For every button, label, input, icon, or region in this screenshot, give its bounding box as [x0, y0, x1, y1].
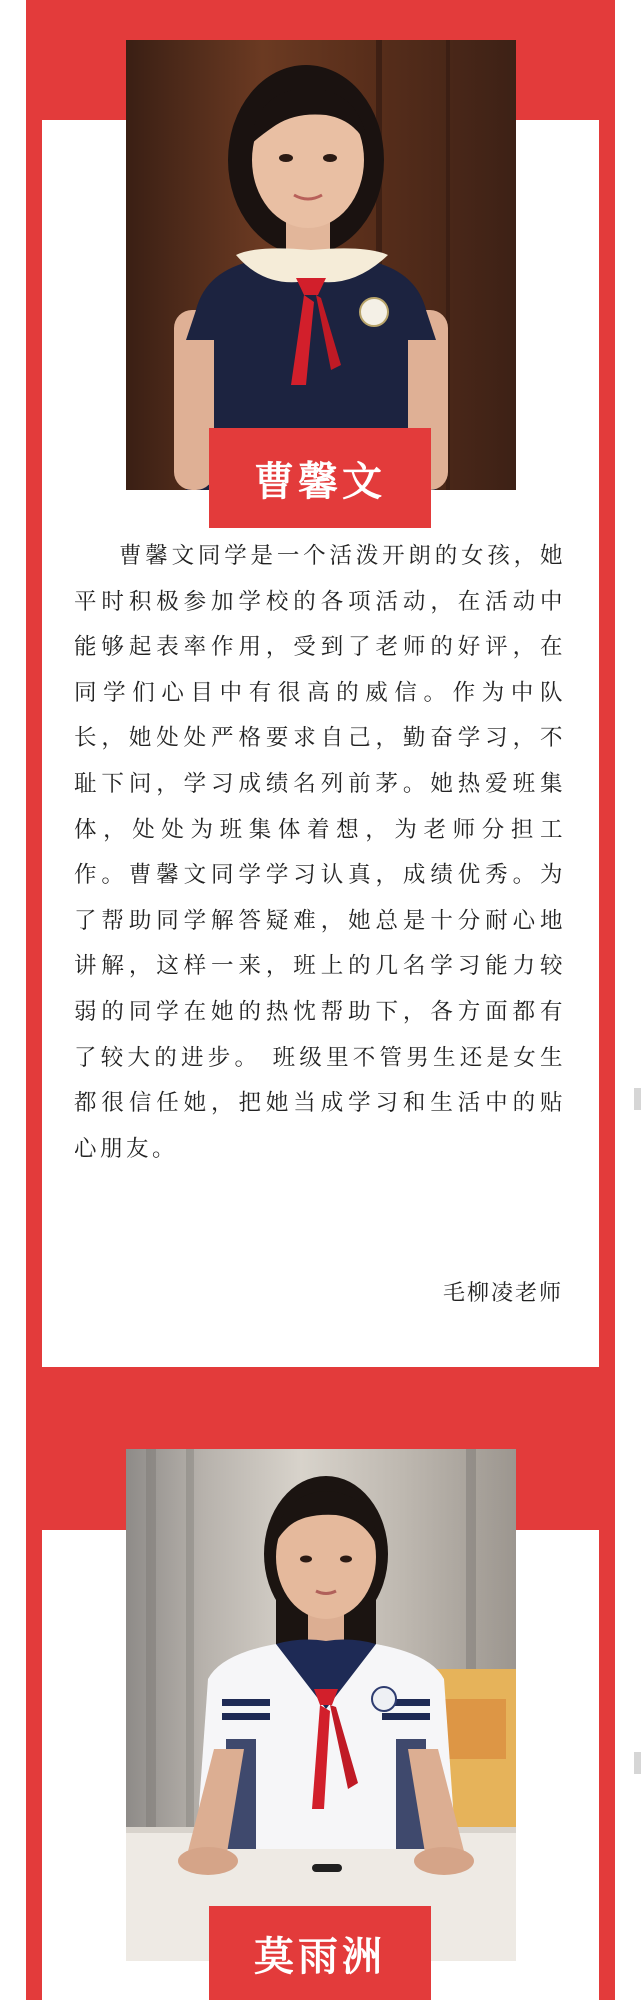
student-photo-1-illustration	[126, 40, 516, 490]
scroll-indicator-mark	[634, 1088, 641, 1110]
student-bio-text: 曹馨文同学是一个活泼开朗的女孩，她平时积极参加学校的各项活动，在活动中能够起表率作用，受到了老师的好评，在同学们心目中有很高的威信。作为中队长，她处处严格要求自己，勤奋学习，不耻下问，学习成绩名列前茅。她热爱班集体，处处为班集体着想，为老师分担工作。曹馨文同学学习认真，成绩优秀。为了帮助同学解答疑难，她总是十分耐心地讲解，这样一来，班上的几名学习能力较弱的同学在她的热忱帮助下，各方面都有了较大的进步。 班级里不管男生还是女生都很信任她，把她当成学习和生活中的贴心朋友。	[74, 543, 566, 1162]
student-photo-1	[126, 40, 516, 490]
student-name-tag-1: 曹馨文	[209, 428, 431, 528]
student-name-tag-2: 莫雨洲	[209, 1906, 431, 2000]
student-photo-2-illustration	[126, 1449, 516, 1961]
teacher-signature: 毛柳凌老师	[442, 1281, 563, 1306]
student-photo-2	[126, 1449, 516, 1961]
scroll-indicator-mark	[634, 1752, 641, 1774]
